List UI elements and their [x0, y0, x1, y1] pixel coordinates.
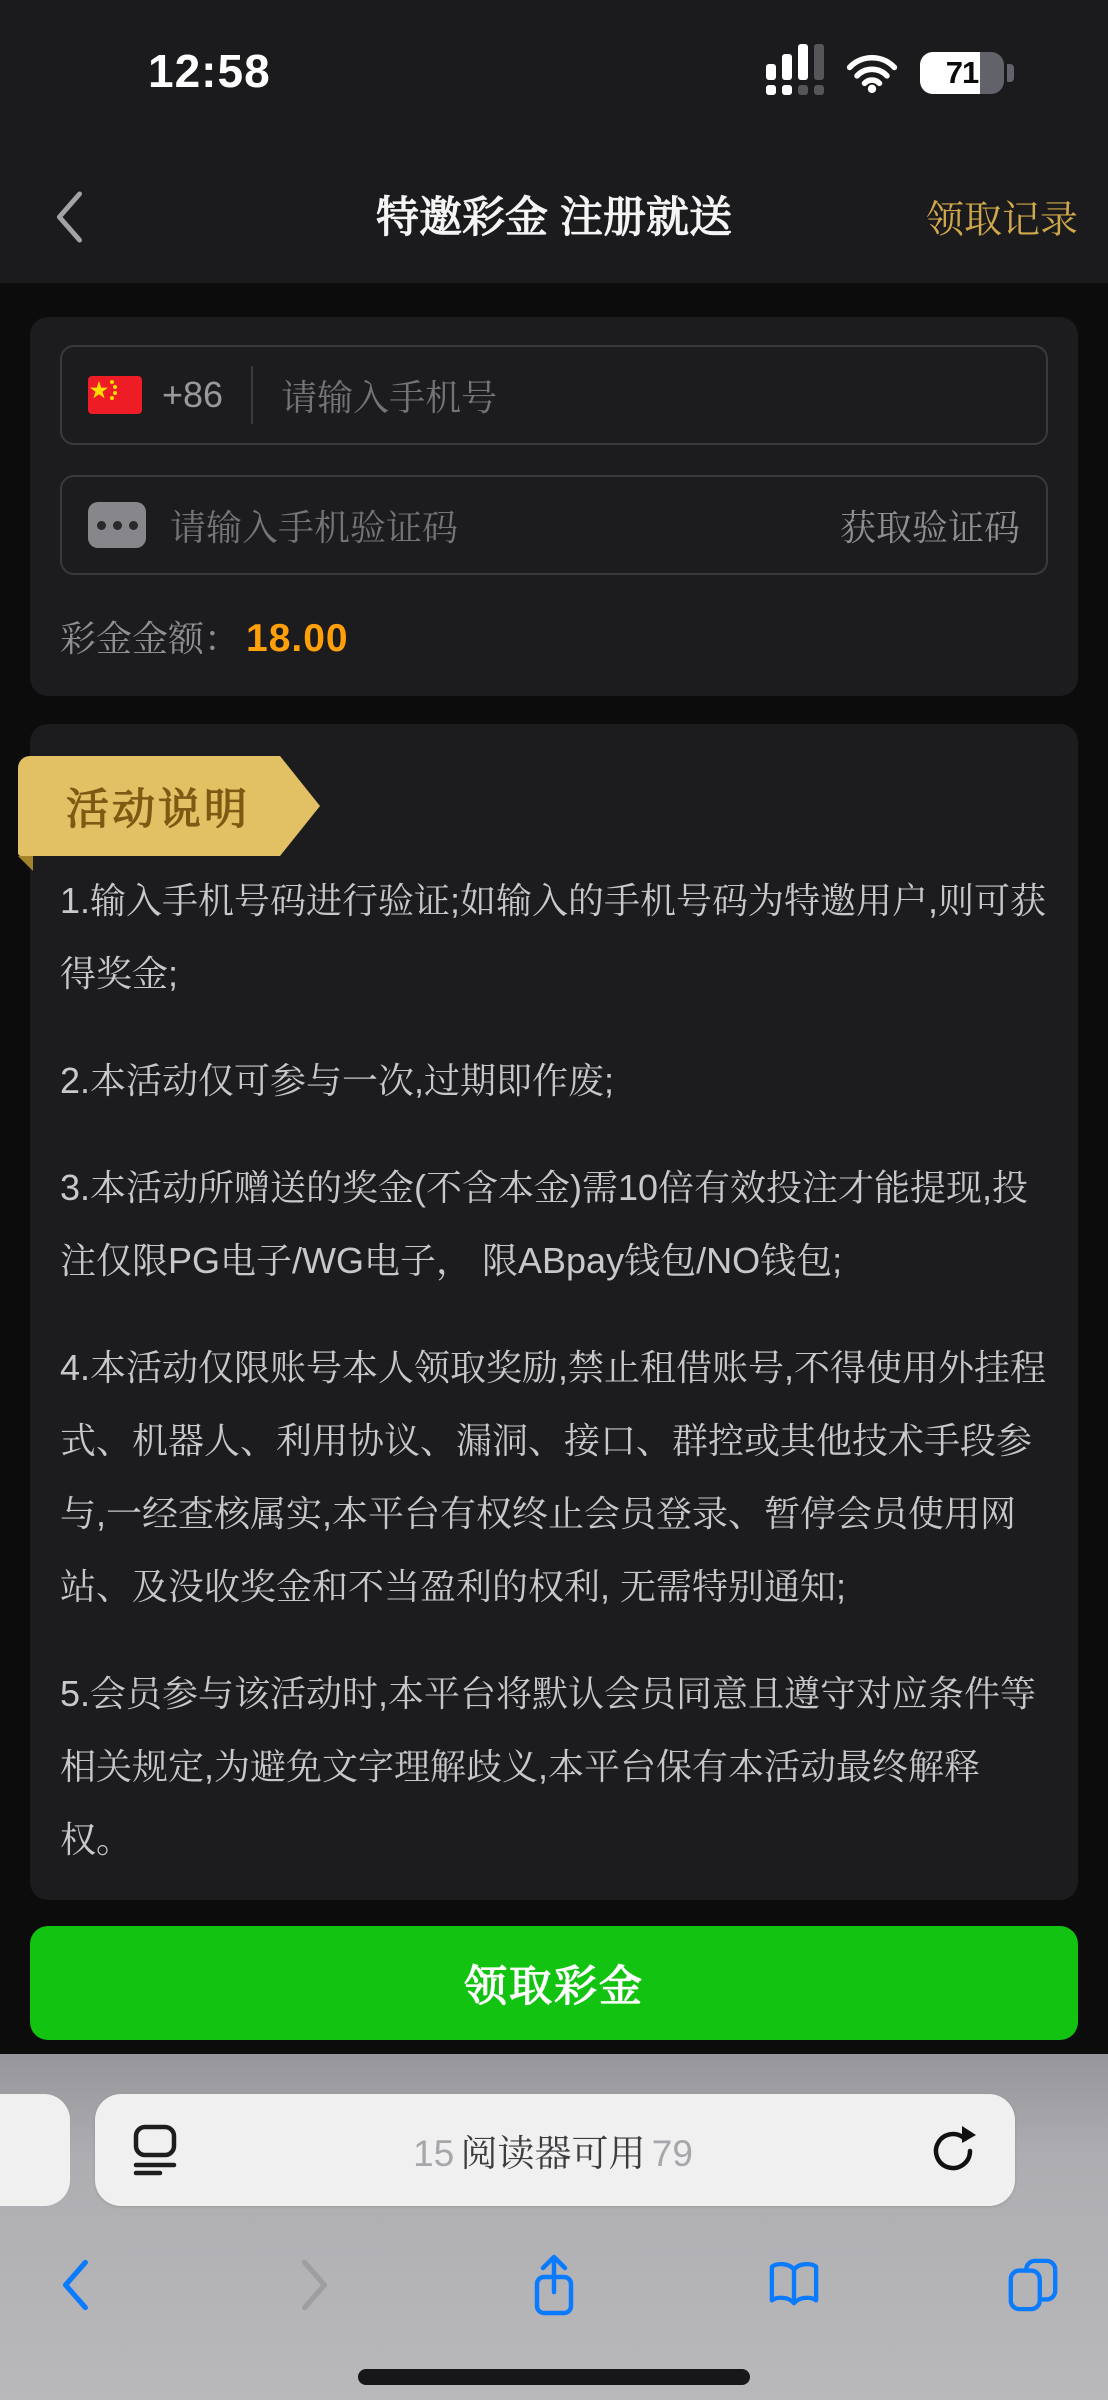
- get-code-button[interactable]: 获取验证码: [839, 506, 1020, 548]
- cellular-signal-icon: [766, 51, 824, 95]
- top-bar: [0, 0, 1108, 283]
- claim-history-link[interactable]: 领取记录: [925, 198, 1078, 241]
- verification-code-icon: [88, 502, 146, 548]
- rule-item: 2.本活动仅可参与一次,过期即作废;: [60, 1060, 615, 1101]
- browser-forward-icon[interactable]: [286, 2252, 344, 2318]
- bonus-amount-row: [60, 611, 1048, 662]
- rule-item: 3.本活动所赠送的奖金(不含本金)需10倍有效投注才能提现,投注仅限PG电子/WG电子， 限ABpay钱包/NO钱包;: [60, 1167, 1029, 1281]
- claim-form-card: [30, 317, 1078, 696]
- previous-tab-stub[interactable]: [0, 2094, 70, 2206]
- bookmarks-icon[interactable]: [765, 2252, 823, 2318]
- page-content: [0, 283, 1108, 2054]
- china-flag-icon: [88, 376, 142, 414]
- share-icon[interactable]: [525, 2252, 583, 2318]
- tabs-icon[interactable]: [1004, 2252, 1062, 2318]
- reader-icon[interactable]: [133, 2124, 177, 2176]
- code-placeholder: 请输入手机验证码: [170, 506, 459, 548]
- address-bar[interactable]: [95, 2094, 1015, 2206]
- battery-percent: 71: [945, 55, 979, 90]
- url-fragment-left: 15: [413, 2133, 455, 2174]
- rule-item: 1.输入手机号码进行验证;如输入的手机号码为特邀用户,则可获得奖金;: [60, 880, 1047, 994]
- status-time: 12:58: [148, 45, 271, 97]
- rule-item: 4.本活动仅限账号本人领取奖励,禁止租借账号,不得使用外挂程式、机器人、利用协议、漏洞、接口、群控或其他技术手段参与,一经查核属实,本平台有权终止会员登录、暂停会员使用网站、及没收奖金和不当盈利的权利, 无需特别通知;: [60, 1347, 1047, 1607]
- status-bar: [0, 0, 1108, 150]
- rules-ribbon: [18, 756, 280, 856]
- url-fragment-right: 79: [651, 2133, 693, 2174]
- bonus-amount-value: 18.00: [246, 617, 349, 660]
- reader-available-text: 阅读器可用: [460, 2133, 646, 2174]
- rules-card: [30, 724, 1078, 1900]
- rule-item: 5.会员参与该活动时,本平台将默认会员同意且遵守对应条件等相关规定,为避免文字理解歧义,本平台保有本活动最终解释权。: [60, 1673, 1037, 1860]
- country-code[interactable]: +86: [162, 374, 224, 415]
- browser-toolbar: [0, 2252, 1108, 2318]
- input-divider: [251, 366, 253, 424]
- rules-ribbon-title: 活动说明: [66, 785, 250, 834]
- nav-bar: [0, 150, 1108, 283]
- browser-back-icon[interactable]: [46, 2252, 104, 2318]
- verification-code-input[interactable]: [60, 475, 1048, 575]
- rules-list: [60, 724, 1048, 1876]
- claim-bonus-button[interactable]: 领取彩金: [30, 1926, 1078, 2040]
- refresh-icon[interactable]: [929, 2124, 977, 2176]
- phone-placeholder: 请输入手机号: [281, 376, 498, 418]
- phone-input[interactable]: [60, 345, 1048, 445]
- page-title: 特邀彩金 注册就送: [376, 193, 732, 242]
- home-indicator[interactable]: [358, 2369, 750, 2385]
- wifi-icon: [844, 52, 900, 94]
- safari-bottom-chrome: [0, 2054, 1108, 2400]
- bonus-amount-label: 彩金金额：: [60, 618, 241, 659]
- address-bar-text: [177, 2123, 929, 2177]
- battery-icon: [920, 52, 1014, 94]
- status-icons: [766, 50, 1014, 96]
